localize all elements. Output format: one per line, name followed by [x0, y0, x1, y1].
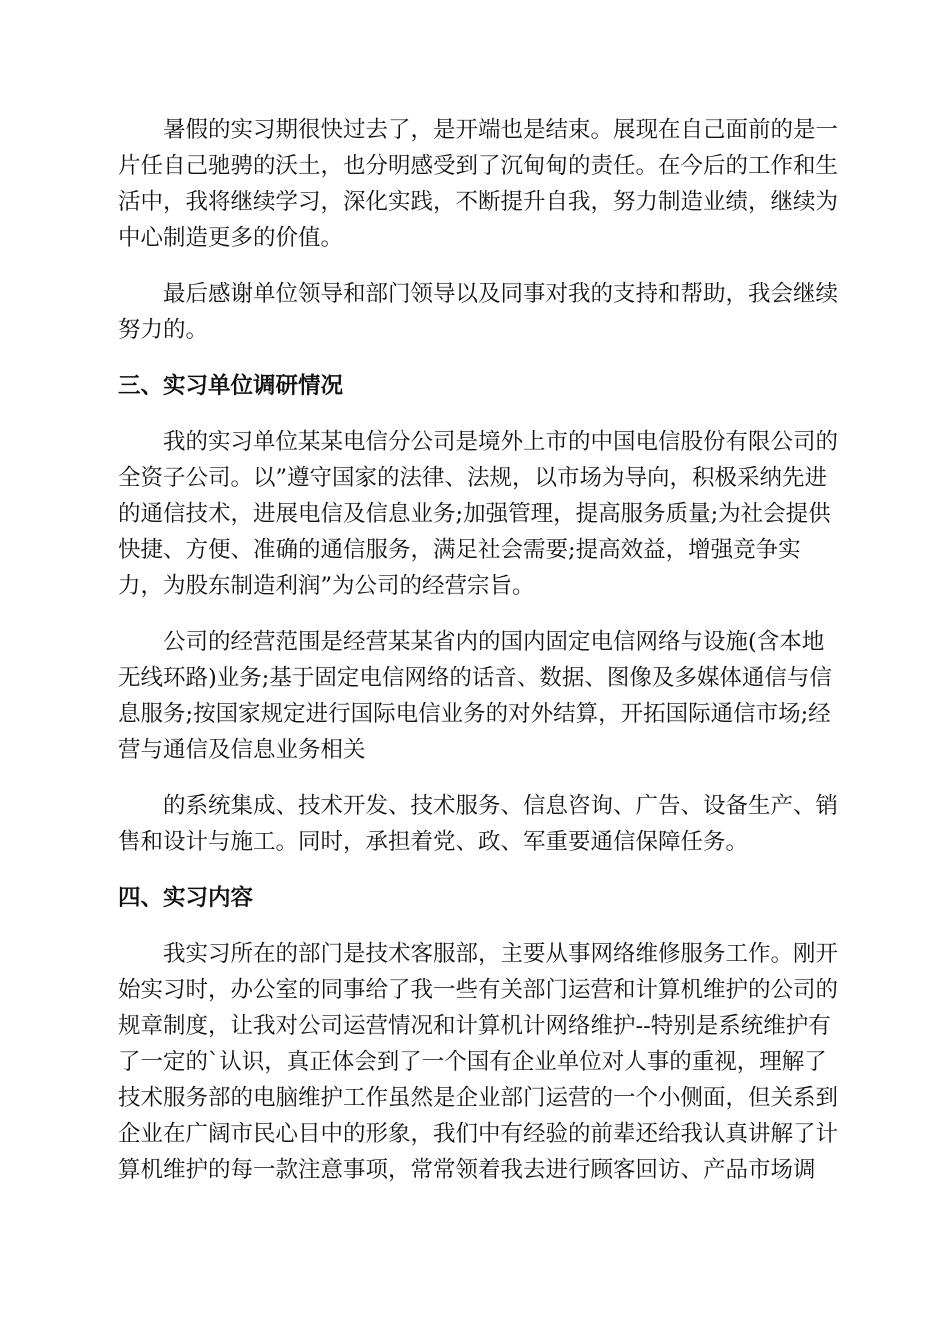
- text-line: 暑假的实习期很快过去了，是开端也是结束。展现在自己面前的是一: [163, 117, 839, 143]
- text-line: 了一定的`认识，真正体会到了一个国有企业单位对人事的重视，理解了: [118, 1049, 827, 1075]
- text-line: 无线环路)业务;基于固定电信网络的话音、数据、图像及多媒体通信与信: [118, 665, 832, 691]
- text-line: 企业在广阔市民心目中的形象，我们中有经验的前辈还给我认真讲解了计: [118, 1121, 839, 1147]
- text-line: 快捷、方便、准确的通信服务，满足社会需要;提高效益，增强竞争实: [118, 537, 801, 563]
- text-line: 公司的经营范围是经营某某省内的国内固定电信网络与设施(含本地: [163, 629, 825, 655]
- text-line: 售和设计与施工。同时，承担着党、政、军重要通信保障任务。: [118, 829, 749, 855]
- text-line: 中心制造更多的价值。: [118, 225, 344, 251]
- text-line: 全资子公司。以”遵守国家的法律、法规，以市场为导向，积极采纳先进: [118, 465, 828, 491]
- text-line: 规章制度，让我对公司运营情况和计算机计网络维护--特别是系统维护有: [118, 1013, 831, 1039]
- paragraph-internship-content: [118, 936, 839, 1188]
- text-line: 技术服务部的电脑维护工作虽然是企业部门运营的一个小侧面，但关系到: [118, 1085, 839, 1111]
- text-line: 力，为股东制造利润”为公司的经营宗旨。: [118, 573, 535, 599]
- paragraph-business-scope: [118, 624, 832, 768]
- text-line: 片任自己驰骋的沃土，也分明感受到了沉甸甸的责任。在今后的工作和生: [118, 153, 839, 179]
- text-line: 我实习所在的部门是技术客服部，主要从事网络维修服务工作。刚开: [163, 941, 839, 967]
- section-heading-4: 四、实习内容: [118, 885, 254, 911]
- paragraph-thanks: [118, 276, 839, 348]
- text-line: 的通信技术，进展电信及信息业务;加强管理，提高服务质量;为社会提供: [118, 501, 831, 527]
- text-line: 的系统集成、技术开发、技术服务、信息咨询、广告、设备生产、销: [163, 793, 839, 819]
- text-line: 我的实习单位某某电信分公司是境外上市的中国电信股份有限公司的: [163, 429, 839, 455]
- text-line: 营与通信及信息业务相关: [118, 737, 366, 763]
- text-line: 始实习时，办公室的同事给了我一些有关部门运营和计算机维护的公司的: [118, 977, 839, 1003]
- text-line: 最后感谢单位领导和部门领导以及同事对我的支持和帮助，我会继续: [163, 281, 839, 307]
- paragraph-company-intro: [118, 424, 839, 604]
- text-line: 活中，我将继续学习，深化实践，不断提升自我，努力制造业绩，继续为: [118, 189, 839, 215]
- document-body: [118, 112, 839, 1188]
- paragraph-business-scope-continued: [118, 788, 839, 860]
- text-line: 算机维护的每一款注意事项，常常领着我去进行顾客回访、产品市场调: [118, 1157, 816, 1183]
- text-line: 努力的。: [118, 317, 209, 343]
- text-line: 息服务;按国家规定进行国际电信业务的对外结算，开拓国际通信市场;经: [118, 701, 831, 727]
- section-heading-3: 三、实习单位调研情况: [118, 373, 344, 399]
- paragraph-summary: [118, 112, 839, 256]
